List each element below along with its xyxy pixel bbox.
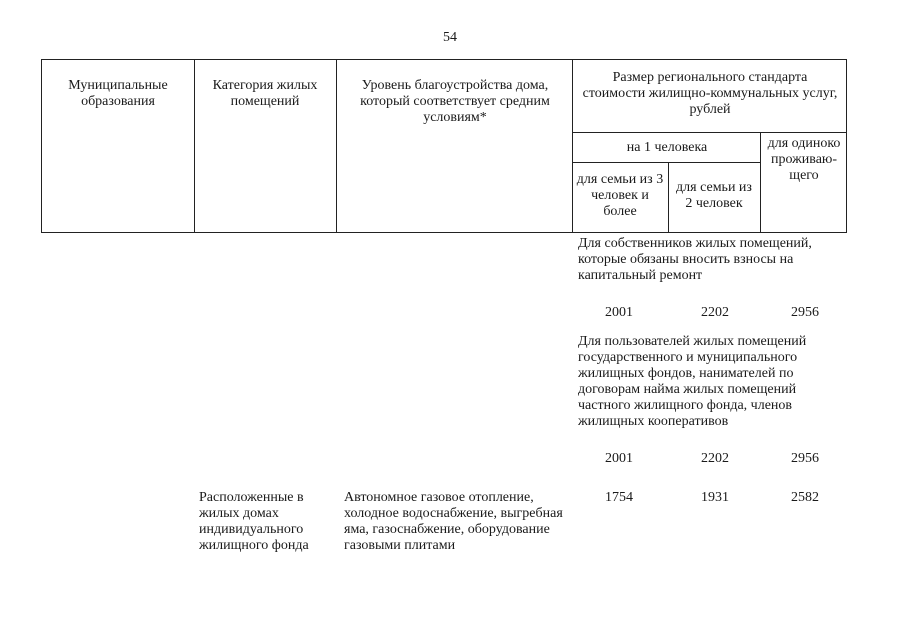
row-divider bbox=[572, 162, 760, 163]
table-header bbox=[41, 59, 847, 233]
header-size: Размер регионального стандарта стоимости жилищно-коммунальных услуг, рублей bbox=[582, 70, 838, 117]
header-level: Уровень благоустройства дома, который соответствует средним условиям* bbox=[360, 78, 550, 125]
column-divider bbox=[760, 132, 761, 232]
column-divider bbox=[668, 162, 669, 232]
value-family-2: 1931 bbox=[701, 490, 729, 505]
group-label: Для пользователей жилых помещений государственного и муниципального жилищных фондов, нанимателей по договорам найма жилых помещений частного жилищного фонда, членов жилищных кооперативов bbox=[578, 334, 807, 429]
row-category: Расположенные в жилых домах индивидуального жилищного фонда bbox=[199, 490, 309, 553]
value-family-3: 2001 bbox=[605, 451, 633, 466]
header-family-2: для семьи из 2 человек bbox=[676, 180, 752, 211]
row-divider bbox=[572, 132, 846, 133]
header-single: для одиноко проживаю-щего bbox=[767, 136, 841, 183]
value-family-3: 1754 bbox=[605, 490, 633, 505]
value-family-2: 2202 bbox=[701, 305, 729, 320]
header-category: Категория жилых помещений bbox=[212, 78, 318, 109]
value-single: 2956 bbox=[791, 451, 819, 466]
row-level: Автономное газовое отопление, холодное водоснабжение, выгребная яма, газоснабжение, оборудование газовыми плитами bbox=[344, 490, 563, 553]
value-single: 2956 bbox=[791, 305, 819, 320]
header-municipal: Муниципальные образования bbox=[68, 78, 168, 109]
value-single: 2582 bbox=[791, 490, 819, 505]
value-family-3: 2001 bbox=[605, 305, 633, 320]
value-family-2: 2202 bbox=[701, 451, 729, 466]
header-family-3: для семьи из 3 человек и более bbox=[576, 172, 664, 219]
column-divider bbox=[336, 60, 337, 232]
group-label: Для собственников жилых помещений, которые обязаны вносить взносы на капитальный ремонт bbox=[578, 236, 812, 283]
page-number: 54 bbox=[443, 30, 457, 45]
header-per-person: на 1 человека bbox=[626, 140, 708, 155]
column-divider bbox=[572, 60, 573, 232]
column-divider bbox=[194, 60, 195, 232]
